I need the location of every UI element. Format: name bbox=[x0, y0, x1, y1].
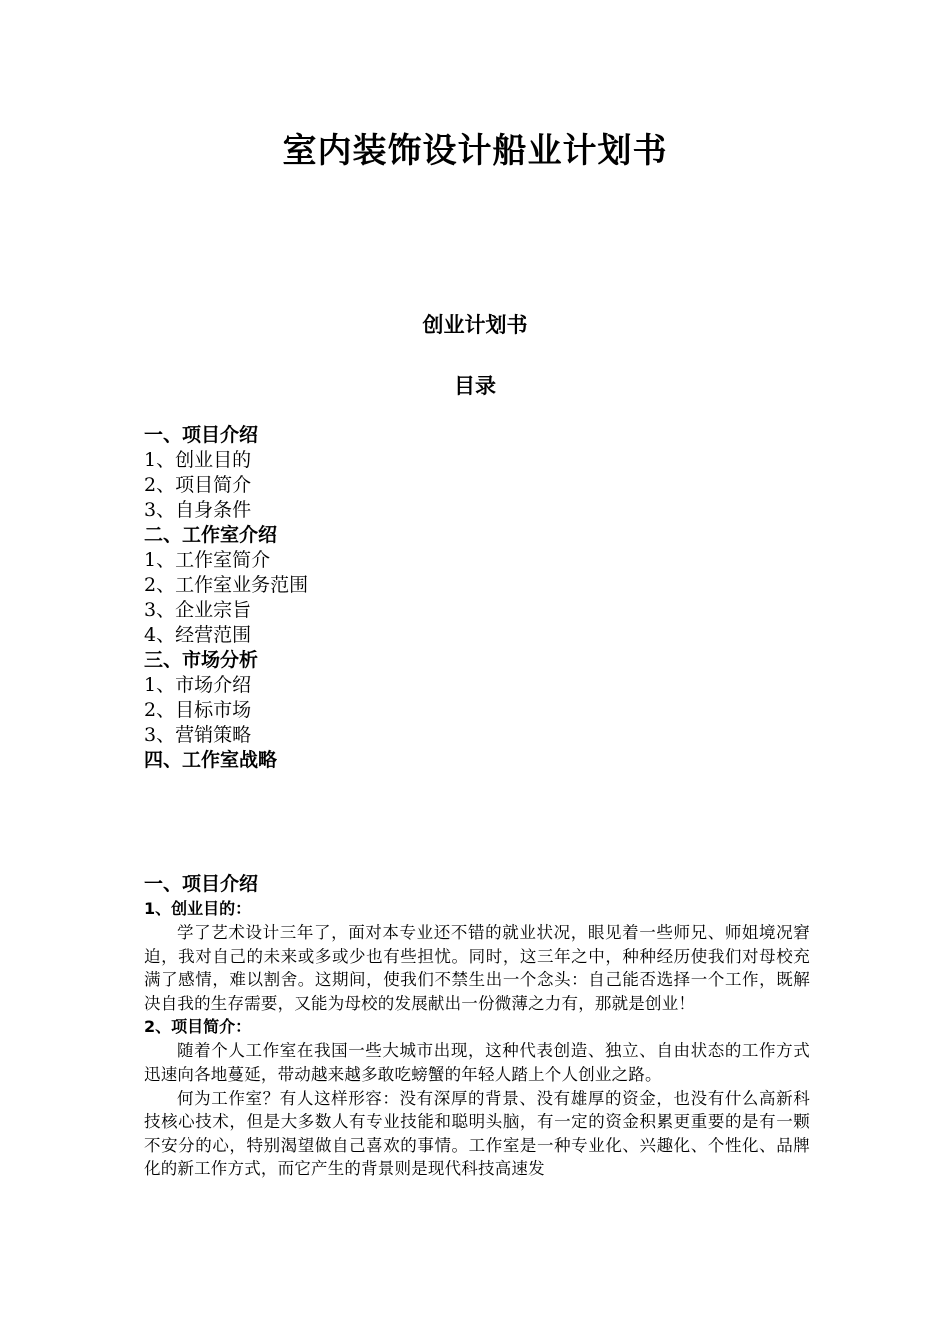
toc-item: 1、工作室简介 bbox=[144, 549, 271, 571]
toc-item: 2、工作室业务范围 bbox=[144, 574, 309, 596]
table-of-contents bbox=[144, 423, 804, 773]
toc-item: 3、自身条件 bbox=[144, 499, 252, 521]
paragraph: 随着个人工作室在我国一些大城市出现，这种代表创造、独立、自由状态的工作方式迅速向各地蔓延，带动越来越多敢吃螃蟹的年轻人踏上个人创业之路。 bbox=[144, 1041, 810, 1084]
toc-item: 1、创业目的 bbox=[144, 449, 252, 471]
toc-section-heading: 二、工作室介绍 bbox=[144, 524, 278, 546]
toc-item: 4、经营范围 bbox=[144, 624, 252, 646]
toc-item: 2、目标市场 bbox=[144, 699, 252, 721]
paragraph: 何为工作室？有人这样形容：没有深厚的背景、没有雄厚的资金，也没有什么高新科技核心技术，但是大多数人有专业技能和聪明头脑，有一定的资金积累更重要的是有一颗不安分的心，特别渴望做自己喜欢的事情。工作室是一种专业化、兴趣化、个性化、品牌化的新工作方式，而它产生的背景则是现代科技高速发 bbox=[144, 1088, 810, 1179]
toc-item: 3、企业宗旨 bbox=[144, 599, 252, 621]
toc-item: 1、市场介绍 bbox=[144, 674, 252, 696]
toc-section-heading: 一、项目介绍 bbox=[144, 424, 259, 446]
toc-item: 2、项目简介 bbox=[144, 474, 252, 496]
document-body bbox=[144, 871, 810, 1181]
subsection-heading: 1、创业目的： bbox=[144, 899, 252, 918]
document-title: 室内装饰设计船业计划书 bbox=[282, 131, 668, 171]
document-subtitle: 创业计划书 bbox=[422, 313, 528, 337]
toc-section-heading: 四、工作室战略 bbox=[144, 749, 278, 771]
subsection-heading: 2、项目简介： bbox=[144, 1017, 252, 1037]
toc-heading: 目录 bbox=[454, 374, 496, 398]
paragraph: 学了艺术设计三年了，面对本专业还不错的就业状况，眼见着一些师兄、师姐境况窘迫，我对自己的未来或多或少也有些担忧。同时，这三年之中，种种经历使我们对母校充满了感情，难以割舍。这期间，使我们不禁生出一个念头：自己能否选择一个工作，既解决自我的生存需要，又能为母校的发展献出一份微薄之力有，那就是创业！ bbox=[144, 923, 810, 1013]
toc-item: 3、营销策略 bbox=[144, 724, 252, 746]
toc-section-heading: 三、市场分析 bbox=[144, 649, 259, 671]
section-heading: 一、项目介绍 bbox=[144, 873, 259, 895]
